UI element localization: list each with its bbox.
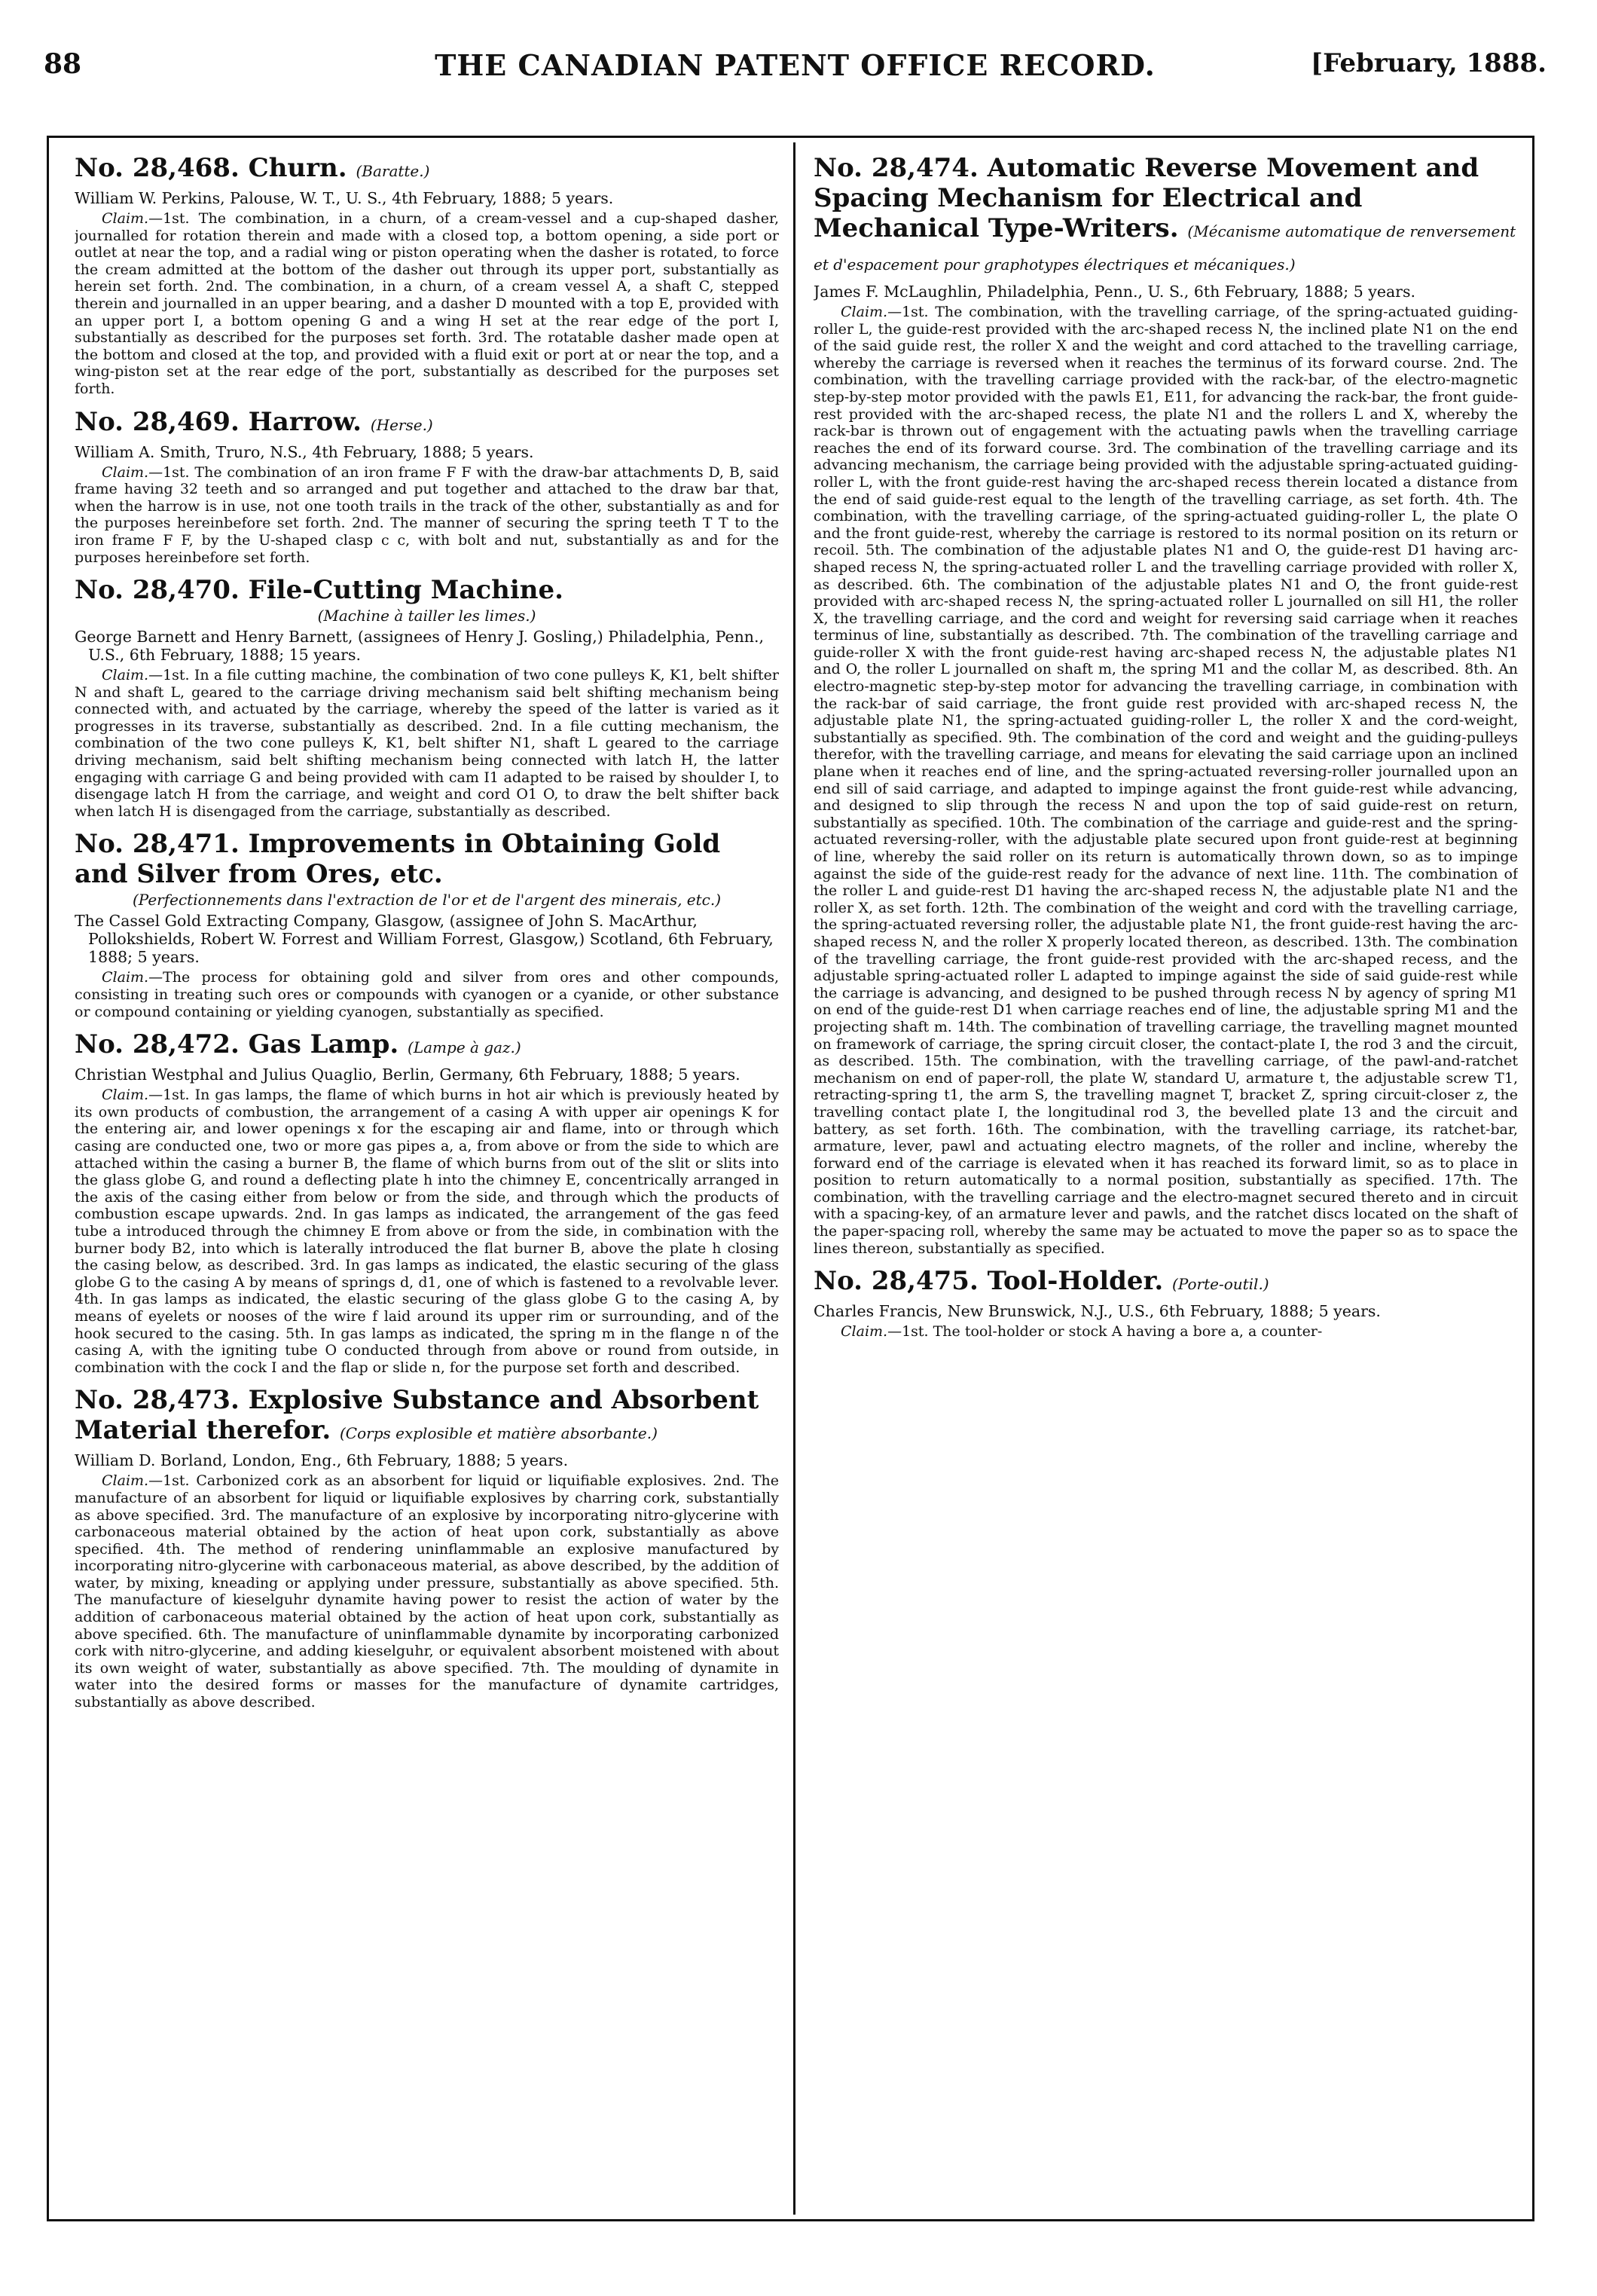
patent-claim: Claim.—1st. In a file cutting machine, the combination of two cone pulleys K, K1, belt shifter N and shaft L, geared to the carriage driving mechanism said belt shifting mechanism being connected with, and actuated by the carriage, whereby the speed of the latter is varied as it progresses in its traverse, substantially as described. 2nd. In a file cutting mechanism, the combination of the two cone pulleys K, K1, belt shifter N1, shaft L geared to the carriage driving mechanism, said belt shifting mechanism being connected with latch H, the latter engaging with carriage G and being provided with cam I1 adapted to be raised by shoulder I, to disengage latch H from the carriage, and weight and cord O1 O, to draw the belt shifter back when latch H is disengaged from the carriage, substantially as described.: [75, 667, 779, 820]
patent-entry-28468: [75, 153, 779, 398]
patent-inventor: Christian Westphal and Julius Quaglio, Berlin, Germany, 6th February, 1888; 5 years.: [75, 1065, 740, 1084]
patent-inventor: James F. McLaughlin, Philadelphia, Penn., U. S., 6th February, 1888; 5 years.: [814, 283, 1416, 301]
page-header: [44, 42, 1547, 87]
patent-inventor: William W. Perkins, Palouse, W. T., U. S., 4th February, 1888; 5 years.: [75, 189, 614, 207]
left-column: [75, 148, 779, 2209]
patent-claim: Claim.—1st. The combination, in a churn, of a cream-vessel and a cup-shaped dasher, journalled for rotation therein and made with a closed top, a bottom opening, a side port or outlet at near the top, and a radial wing or piston operating when the dasher is rotated, to force the cream admitted at the bottom of the dasher out through its upper port, substantially as herein set forth. 2nd. The combination, in a churn, of a cream vessel A, a shaft C, stepped therein and journalled in an upper bearing, and a dasher D mounted with a top E, provided with an upper port I, a bottom opening G and a wing H set at the rear edge of the port I, substantially as described for the purposes set forth. 3rd. The rotatable dasher made open at the bottom and closed at the top, and provided with a fluid exit or port at or near the top, and a wing-piston set at the rear edge of the port, substantially as described for the purposes set forth.: [75, 210, 779, 397]
patent-entry-28474: [814, 153, 1518, 1257]
patent-inventor: The Cassel Gold Extracting Company, Glasgow, (assignee of John S. MacArthur, Pollokshields, Robert W. Forrest and William Forrest, Glasgow,) Scotland, 6th February, 1888; 5 years.: [75, 912, 774, 967]
patent-heading: No. 28,475. Tool-Holder. (Porte-outil.): [814, 1266, 1269, 1297]
column-divider: [793, 142, 795, 2215]
content-frame: [47, 136, 1534, 2221]
patent-inventor: Charles Francis, New Brunswick, N.J., U.S., 6th February, 1888; 5 years.: [814, 1302, 1381, 1321]
page-number: 88: [44, 48, 82, 80]
patent-entry-28475: [814, 1266, 1518, 1341]
patent-entry-28471: [75, 829, 779, 1020]
patent-entry-28469: [75, 407, 779, 567]
patent-heading: No. 28,469. Harrow. (Herse.): [75, 406, 433, 437]
patent-heading: No. 28,468. Churn. (Baratte.): [75, 153, 430, 183]
patent-claim: Claim.—1st. The tool-holder or stock A having a bore a, a counter-: [841, 1323, 1323, 1341]
publication-title: THE CANADIAN PATENT OFFICE RECORD.: [435, 48, 1156, 82]
patent-inventor: William A. Smith, Truro, N.S., 4th February, 1888; 5 years.: [75, 442, 534, 461]
patent-heading: No. 28,470. File-Cutting Machine.: [75, 575, 563, 606]
patent-claim: Claim.—1st. The combination, with the travelling carriage, of the spring-actuated guiding-roller L, the guide-rest provided with the arc-shaped recess N, the inclined plate N1 on the end of the said guide rest, the roller X and the weight and cord attached to the travelling carriage, whereby the carriage is reversed when it reaches the terminus of its forward course. 2nd. The combination, with the travelling carriage provided with the rack-bar, of the electro-magnetic step-by-step motor provided with the pawls E1, E11, for advancing the rack-bar, the front guide-rest provided with the arc-shaped recess, the plate N1 and the rollers L and X, whereby the rack-bar is thrown out of engagement with the actuating pawls when the travelling carriage reaches the end of its forward course. 3rd. The combination of the travelling carriage and its advancing mechanism, the carriage being provided with the adjustable spring-actuated guiding-roller L, with the front guide-rest having the arc-shaped recess therein located a distance from the end of said guide-rest equal to the length of the travelling carriage, as set forth. 4th. The combination, with the travelling carriage, of the spring-actuated guiding-roller L, the plate O and the front guide-rest, whereby the carriage is restored to its normal position on its return or recoil. 5th. The combination of the adjustable plates N1 and O, the guide-rest D1 having arc-shaped recess N, the spring-actuated roller L and the travelling carriage provided with roller X, as described. 6th. The combination of the adjustable plates N1 and O, the front guide-rest provided with arc-shaped recess N, the spring-actuated roller L journalled on sill H1, the roller X, the travelling carriage, and the cord and weight for reversing said carriage when it reaches terminus of line, substantially as described. 7th. The combination of the travelling carriage and guide-roller X with the front guide-rest having arc-shaped recess N, the adjustable plates N1 and O, the roller L journalled on shaft m, the spring M1 and the collar M, as described. 8th. An electro-magnetic step-by-step motor for advancing the travelling carriage, in combination with the rack-bar of said carriage, the front guide rest provided with arc-shaped recess N, the adjustable plate N1, the spring-actuated guiding-roller L, the roller X and the cord-weight, substantially as specified. 9th. The combination of the cord and weight and the guiding-pulleys therefor, with the travelling carriage, and means for elevating the said carriage upon an inclined plane when it reaches end of line, and the spring-actuated reversing-roller journalled upon an end sill of said carriage, and adapted to impinge against the front guide-rest while advancing, and designed to slip through the recess N and upon the top of said guide-rest on return, substantially as specified. 10th. The combination of the carriage and guide-rest and the spring-actuated reversing-roller, with the adjustable plate secured upon front guide-rest at beginning of line, whereby the said roller on its return is automatically thrown down, so as to impinge against the side of the guide-rest ready for the advance of next line. 11th. The combination of the roller L and guide-rest D1 having the arc-shaped recess N, the adjustable plate N1 and the roller X, as set forth. 12th. The combination of the weight and cord with the travelling carriage, the spring-actuated reversing roller, the adjustable plate N1, the front guide-rest having the arc-shaped recess N, and the roller X properly located thereon, as described. 13th. The combination of the travelling carriage, the front guide-rest provided with the arc-shaped recess, and the adjustable spring-actuated roller L adapted to impinge against the side of said guide-rest while the carriage is advancing, and designed to be pushed through recess N by agency of spring M1 on end of the guide-rest D1 when carriage reaches end of line, the adjustable spring M1 and the projecting shaft m. 14th. The combination of travelling carriage, the travelling magnet mounted on framework of carriage, the spring circuit closer, the contact-plate I, the rod 3 and the circuit, as described. 15th. The combination, with the travelling carriage, of the pawl-and-ratchet mechanism on end of paper-roll, the plate W, standard U, armature t, the adjustable screw T1, retracting-spring t1, the arm S, the travelling magnet T, bracket Z, spring circuit-closer z, the travelling contact plate I, the longitudinal rod 3, the bevelled plate 13 and the circuit and battery, as set forth. 16th. The combination, with the travelling carriage, its ratchet-bar, armature, lever, pawl and actuating electro magnets, of the roller and incline, whereby the forward end of the carriage is elevated when it has reached its forward limit, so as to place in position to return automatically to a normal position, substantially as specified. 17th. The combination, with the travelling carriage and the electro-magnet secured thereto and in circuit with a spacing-key, of an armature lever and pawls, and the ratchet discs located on the shaft of the paper-spacing roll, whereby the same may be actuated to move the paper so as to space the lines thereon, substantially as specified.: [814, 304, 1518, 1257]
patent-entry-28473: [75, 1385, 779, 1711]
patent-heading: No. 28,471. Improvements in Obtaining Gold and Silver from Ores, etc.: [75, 829, 721, 890]
patent-claim: Claim.—1st. Carbonized cork as an absorbent for liquid or liquifiable explosives. 2nd. The manufacture of an absorbent for liquid or liquifiable explosives by charring cork, substantially as above specified. 3rd. The manufacture of an explosive by incorporating nitro-glycerine with carbonaceous material obtained by the action of heat upon cork, substantially as above specified. 4th. The method of rendering uninflammable an explosive manufactured by incorporating nitro-glycerine with carbonaceous material, as above described, by the addition of water, by mixing, kneading or applying under pressure, substantially as above specified. 5th. The manufacture of kieselguhr dynamite having power to resist the action of water by the addition of carbonaceous material obtained by the action of heat upon cork, substantially as above specified. 6th. The manufacture of uninflammable dynamite by incorporating carbonized cork with nitro-glycerine, and adding kieselguhr, or equivalent absorbent moistened with about its own weight of water, substantially as above specified. 7th. The moulding of dynamite in water into the desired forms or masses for the manufacture of dynamite cartridges, substantially as above described.: [75, 1472, 779, 1711]
patent-french-title: (Perfectionnements dans l'extraction de l'or et de l'argent des minerais, etc.): [132, 891, 722, 910]
patent-claim: Claim.—1st. In gas lamps, the flame of which burns in hot air which is previously heated by its own products of combustion, the arrangement of a casing A with upper air openings K for the entering air, and lower openings x for the escaping air and flame, into or through which casing are conducted one, two or more gas pipes a, a, from above or from the side to which are attached within the casing a burner B, the flame of which burns from out of the slit or slits into the glass globe G, and round a deflecting plate h into the chimney E, concentrically arranged in the axis of the casing either from below or from the side, and through which the products of combustion escape upwards. 2nd. In gas lamps as indicated, the arrangement of the gas feed tube a introduced through the chimney E from above or from the side, in combination with the burner body B2, into which is laterally introduced the flat burner B, above the plate h closing the casing below, as described. 3rd. In gas lamps as indicated, the elastic securing of the glass globe G to the casing A by means of springs d, d1, one of which is fastened to a revolvable lever. 4th. In gas lamps as indicated, the elastic securing of the glass globe G to the casing A, by means of eyelets or nooses of the wire f laid around its upper rim or surrounding, and of the hook secured to the casing. 5th. In gas lamps as indicated, the spring m in the flange n of the casing A, with the igniting tube O conducted through from above or round from outside, in combination with the cock I and the flap or slide n, for the purpose set forth and described.: [75, 1087, 779, 1376]
patent-entry-28472: [75, 1029, 779, 1376]
patent-heading: No. 28,472. Gas Lamp. (Lampe à gaz.): [75, 1029, 521, 1060]
patent-inventor: William D. Borland, London, Eng., 6th February, 1888; 5 years.: [75, 1451, 569, 1470]
patent-heading: No. 28,473. Explosive Substance and Absorbent Material therefor. (Corps explosible et matière absorbante.): [75, 1385, 759, 1446]
patent-heading: No. 28,474. Automatic Reverse Movement and Spacing Mechanism for Electrical and Mechanical Type-Writers. (Mécanisme automatique de renversement et d'espacement pour graphotypes électriques et mécaniques.): [814, 153, 1516, 274]
patent-inventor: George Barnett and Henry Barnett, (assignees of Henry J. Gosling,) Philadelphia, Penn., U.S., 6th February, 1888; 15 years.: [75, 628, 765, 665]
patent-claim: Claim.—The process for obtaining gold and silver from ores and other compounds, consisting in treating such ores or compounds with cyanogen or a cyanide, or other substance or compound containing or yielding cyanogen, substantially as specified.: [75, 969, 779, 1020]
patent-french-title: (Machine à tailler les limes.): [317, 607, 536, 625]
issue-date: [February, 1888.: [1311, 48, 1547, 78]
patent-claim: Claim.—1st. The combination of an iron frame F F with the draw-bar attachments D, B, said frame having 32 teeth and so arranged and put together and attached to the draw bar that, when the harrow is in use, not one tooth trails in the track of the other, substantially as and for the purposes hereinbefore set forth. 2nd. The manner of securing the spring teeth T T to the iron frame F F, by the U-shaped clasp c c, with bolt and nut, substantially as and for the purposes hereinbefore set forth.: [75, 463, 779, 566]
right-column: [814, 148, 1518, 2209]
patent-entry-28470: [75, 575, 779, 820]
